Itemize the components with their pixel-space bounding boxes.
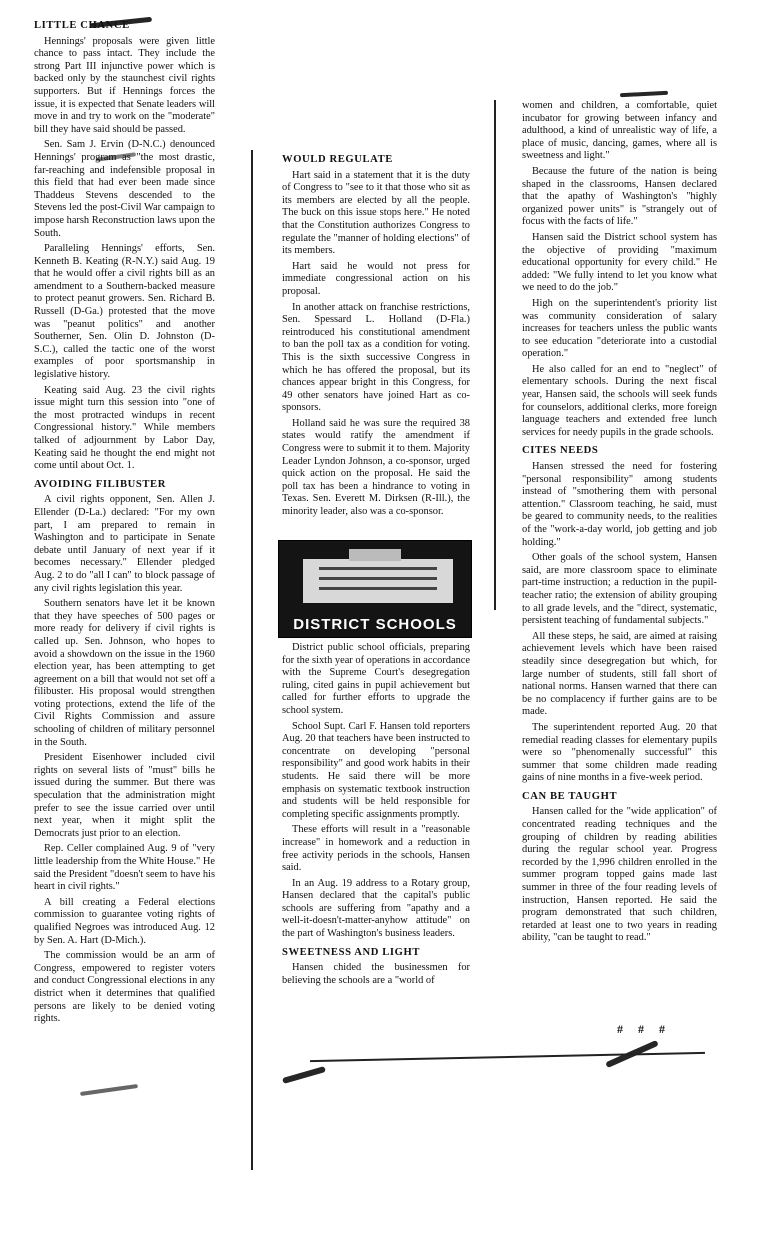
- school-building-icon: [303, 559, 453, 603]
- column-divider: [494, 100, 496, 610]
- paragraph: Paralleling Hennings' efforts, Sen. Kenneth B. Keating (R-N.Y.) said Aug. 19 that he would offer a civil rights bill as an amendment to a Southern-backed measure to protect peanut growers. Sen. Richard B. Russell (D-Ga.) protested that the move was "peanut politics" and another Southerner, Sen. Olin D. Johnston (D-S.C.), called the tactic one of the worst examples of poor sportsmanship in legislative history.: [34, 243, 215, 381]
- column-2: [282, 148, 470, 522]
- logo-caption: DISTRICT SCHOOLS: [293, 616, 457, 633]
- redaction-mark: [620, 91, 668, 98]
- paragraph: High on the superintendent's priority list was community consideration of salary increases for teachers unless the public wants to see education "deteriorate into a custodial operation.": [522, 297, 717, 360]
- section-heading: CAN BE TAUGHT: [522, 790, 618, 802]
- window-row: [319, 577, 437, 580]
- section-heading: AVOIDING FILIBUSTER: [34, 478, 166, 490]
- column-1: [34, 14, 215, 1029]
- district-schools-logo: [278, 540, 472, 638]
- column-3: [522, 100, 717, 948]
- section-heading: SWEETNESS AND LIGHT: [282, 946, 420, 958]
- paragraph: Keating said Aug. 23 the civil rights issue might turn this session into "one of the most protracted windups in recent Congressional history." While members talked of adjournment by Labor Day, Keating said he thought the end might not come until about Oct. 1.: [34, 384, 215, 472]
- paragraph: Sen. Sam J. Ervin (D-N.C.) denounced Hennings' program as "the most drastic, far-reaching and indefensible proposal in this field that had ever been made since Thaddeus Stevens descended to the Stevens led the post-Civil War campaign to impose harsh Reconstruction laws upon the South.: [34, 139, 215, 239]
- paragraph: The superintendent reported Aug. 20 that remedial reading classes for elementary pupils were so "phenomenally successful" this summer that some children made reading gains of nine months in a five-week period.: [522, 721, 717, 784]
- bottom-rule: [310, 1052, 705, 1062]
- window-row: [319, 567, 437, 570]
- paragraph: Hansen chided the businessmen for believing the schools are a "world of: [282, 962, 470, 986]
- paragraph: Because the future of the nation is being shaped in the classrooms, Hansen declared that the apathy of Washington's "highly organized power units" is "strangely out of focus with the facts of life.": [522, 165, 717, 228]
- paragraph: These efforts will result in a "reasonable increase" in homework and a reduction in free activity periods in the schools, Hansen said.: [282, 824, 470, 874]
- paragraph: Hart said he would not press for immediate congressional action on his proposal.: [282, 260, 470, 297]
- redaction-mark: [80, 1084, 138, 1096]
- paragraph: Hansen said the District school system has the objective of providing "maximum educational opportunity for every child." He added: "We fully intend to let you know what we need to do the job.": [522, 231, 717, 294]
- window-row: [319, 587, 437, 590]
- paragraph: Hennings' proposals were given little chance to pass intact. They include the strong Part III injunctive power which is backed only by the staunchest civil rights supporters. But if Hennings forces the issue, it is expected that Senate leaders will move in and try to work on the "moderate" bill they have said should be passed.: [34, 35, 215, 135]
- section-heading: WOULD REGULATE: [282, 154, 393, 165]
- school-building-icon: [349, 549, 401, 561]
- paragraph: In an Aug. 19 address to a Rotary group, Hansen declared that the capital's public schools are suffering from "apathy and a well-it-doesn't-matter-anyhow attitude" on the part of Washington's business leaders.: [282, 877, 470, 940]
- section-heading: CITES NEEDS: [522, 445, 599, 457]
- paragraph: Hansen called for the "wide application" of concentrated reading techniques and the grouping of children by reading abilities during the regular school year. Progress recorded by the 1,996 children enrolled in the summer program topped gains made last summer in three of the four reading levels of instruction, Hansen reported. He said the program demonstrated that such children, retarded at least one to two years in reading ability, "can be taught to read.": [522, 806, 717, 944]
- paragraph: The commission would be an arm of Congress, empowered to register voters and conduct Congressional elections in any district when it determines that qualified persons are likely to be denied voting rights.: [34, 950, 215, 1025]
- paragraph: He also called for an end to "neglect" of elementary schools. During the next fiscal year, Hansen said, the schools will seek funds for counselors, additional clerks, more foreign language teachers and extended free lunch services for needy pupils in the grade schools.: [522, 363, 717, 438]
- paragraph: In another attack on franchise restrictions, Sen. Spessard L. Holland (D-Fla.) reintroduced his constitutional amendment to ban the poll tax as a condition for voting. This is the sixth successive Congress in which he has offered the proposal, but its chances appear bright in this Congress, for 49 other senators have joined Hart as co-sponsors.: [282, 301, 470, 414]
- redaction-mark: [282, 1066, 326, 1084]
- end-mark: # # #: [617, 1022, 671, 1036]
- paragraph: Rep. Celler complained Aug. 9 of "very little leadership from the White House." He said the President "doesn't seem to have his heart in civil rights.": [34, 843, 215, 893]
- paragraph: School Supt. Carl F. Hansen told reporters Aug. 20 that teachers have been instructed to concentrate on developing "personal responsibility" and good work habits in their students. He said there will be more emphasis on systematic textbook instruction and students will be held responsible for completing specific assignments promptly.: [282, 720, 470, 820]
- paragraph: Southern senators have let it be known that they have speeches of 500 pages or more ready for delivery if civil rights is called up. Sen. Johnson, who hopes to avoid a showdown on the issue in the 1960 election year, has been attempting to get agreement on a bill that would not set off a filibuster. His proposal would strengthen voting protections, extend the life of the Civil Rights Commission and assure schooling of children of military personnel in the South.: [34, 598, 215, 748]
- paragraph: Other goals of the school system, Hansen said, are more classroom space to eliminate part-time instruction; a reduction in the pupil-teacher ratio; the extension of ability grouping to all grade levels, and the "direct, systematic, persistent teaching of fundamental subjects.": [522, 552, 717, 627]
- paragraph: District public school officials, preparing for the sixth year of operations in accordance with the Supreme Court's desegregation ruling, cited gains in pupil achievement but called for further efforts to upgrade the school system.: [282, 642, 470, 716]
- paragraph: All these steps, he said, are aimed at raising achievement levels which have been raised steadily since desegregation but which, for large number of students, still fall short of national norms. Hansen warned that there can be no complacency if further gains are to be made.: [522, 630, 717, 718]
- paragraph: women and children, a comfortable, quiet incubator for growing between infancy and adulthood, a kind of unrealistic way of life, a place of music, dancing, games, where all is sweetness and light.": [522, 100, 717, 162]
- paragraph: Hansen stressed the need for fostering "personal responsibility" among students instead of "smothering them with personal attention." Classroom teaching, he said, must be geared to community needs, to the realities of the "work-a-day world, job getting and job holding.": [522, 461, 717, 548]
- paragraph: Hart said in a statement that it is the duty of Congress to "see to it that those who sit as its members are elected by all the people. The buck on this issue stops here." He noted that the Constitution authorizes Congress to regulate the "manner of holding elections" of its members.: [282, 169, 470, 257]
- paragraph: President Eisenhower included civil rights on several lists of "must" bills he issued during the summer. But there was speculation that the administration might prefer to see the issue carried over until next year, when it might split the Democrats just prior to an election.: [34, 752, 215, 839]
- paragraph: Holland said he was sure the required 38 states would ratify the amendment if Congress were to submit it to them. Majority Leader Lyndon Johnson, a co-sponsor, urged quick action on the proposal. He said the poll tax has been a hindrance to voting in Texas. Sen. Everett M. Dirksen (R-Ill.), the minority leader, also was a co-sponsor.: [282, 417, 470, 518]
- section-heading: LITTLE CHANCE: [34, 20, 130, 31]
- paragraph: A civil rights opponent, Sen. Allen J. Ellender (D-La.) declared: "For my own part, I am prepared to remain in Washington and to participate in Senate debate until January of next year if it becomes necessary." Ellender pledged Aug. 2 to do "all I can" to block passage of any civil rights legislation this year.: [34, 494, 215, 594]
- column-divider: [251, 150, 253, 1170]
- column-2-continued: [282, 642, 470, 990]
- paragraph: A bill creating a Federal elections commission to guarantee voting rights of qualified Negroes was introduced Aug. 12 by Sen. A. Hart (D-Mich.).: [34, 896, 215, 946]
